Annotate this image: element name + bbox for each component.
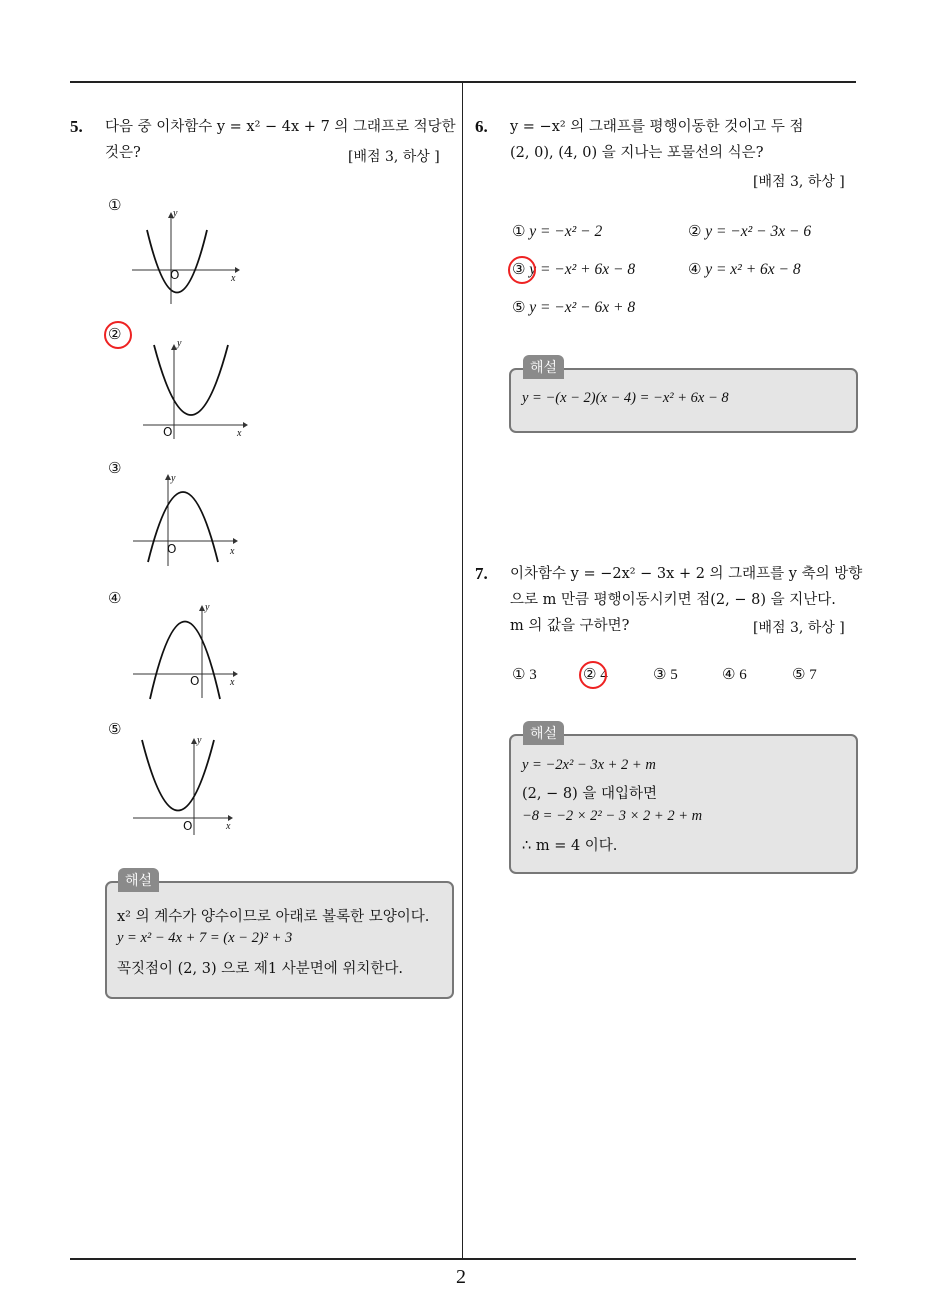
q7-points: [배점 3, 하상 ] bbox=[753, 620, 845, 636]
q5-graph-1[interactable] bbox=[132, 210, 252, 305]
q7-option-5[interactable] bbox=[792, 665, 817, 684]
q6-option-4-text: y = x² + 6x − 8 bbox=[705, 261, 801, 278]
q7-option-1[interactable] bbox=[512, 665, 537, 684]
q7-option-5-num: ⑤ bbox=[792, 665, 806, 683]
q7-solution-tag: 해설 bbox=[523, 721, 564, 745]
q5-graph-5-origin: O bbox=[183, 819, 193, 833]
q5-graph-1-y-label: y bbox=[173, 208, 178, 219]
q6-option-2-num: ② bbox=[688, 222, 702, 240]
q7-solution-line3: −8 = −2 × 2² − 3 × 2 + 2 + m bbox=[522, 808, 703, 824]
q7-option-5-text: 7 bbox=[809, 667, 817, 683]
q7-solution-line4: ∴ m = 4 이다. bbox=[522, 838, 618, 854]
bottom-rule bbox=[70, 1258, 856, 1260]
q6-number: 6. bbox=[475, 117, 488, 136]
q7-question-line1: 이차함수 y = −2x² − 3x + 2 의 그래프를 y 축의 방향 bbox=[510, 566, 863, 582]
q6-option-5-num: ⑤ bbox=[512, 298, 526, 316]
q6-option-1[interactable] bbox=[512, 222, 602, 241]
q5-graph-2-y-label: y bbox=[177, 338, 182, 349]
q7-option-4-num: ④ bbox=[722, 665, 736, 683]
q6-option-1-num: ① bbox=[512, 222, 526, 240]
q5-solution-line3: 꼭짓점이 (2, 3) 으로 제1 사분면에 위치한다. bbox=[117, 961, 403, 977]
q7-solution-line1: y = −2x² − 3x + 2 + m bbox=[522, 757, 656, 773]
q7-option-3-text: 5 bbox=[670, 667, 678, 683]
q5-number: 5. bbox=[70, 117, 83, 136]
q5-option-2-label[interactable]: ② bbox=[108, 325, 122, 343]
q5-graph-2-origin: O bbox=[163, 425, 173, 439]
q5-graph-2[interactable] bbox=[143, 340, 263, 440]
q7-option-1-text: 3 bbox=[529, 667, 537, 683]
q5-graph-4-y-label: y bbox=[205, 602, 210, 613]
q5-solution-line1: x² 의 계수가 양수이므로 아래로 볼록한 모양이다. bbox=[117, 909, 430, 925]
q6-option-2-text: y = −x² − 3x − 6 bbox=[705, 223, 812, 240]
q5-graph-3-origin: O bbox=[167, 542, 177, 556]
q5-graph-3-y-label: y bbox=[171, 473, 176, 484]
q5-option-1-label[interactable]: ① bbox=[108, 196, 122, 214]
q7-option-4[interactable] bbox=[722, 665, 747, 684]
q5-graph-4-x-label: x bbox=[230, 677, 235, 688]
q7-number: 7. bbox=[475, 564, 488, 583]
q5-graph-5[interactable] bbox=[133, 736, 253, 836]
q5-graph-5-y-label: y bbox=[197, 735, 202, 746]
q6-option-1-text: y = −x² − 2 bbox=[529, 223, 603, 240]
q6-option-3-num: ③ bbox=[512, 260, 526, 278]
q5-option-4-label[interactable]: ④ bbox=[108, 589, 122, 607]
q5-solution-line2: y = x² − 4x + 7 = (x − 2)² + 3 bbox=[117, 930, 293, 946]
q6-option-5-text: y = −x² − 6x + 8 bbox=[529, 299, 636, 316]
q5-option-5-label[interactable]: ⑤ bbox=[108, 720, 122, 738]
column-divider bbox=[462, 82, 463, 1260]
q6-option-2[interactable] bbox=[688, 222, 811, 241]
q5-graph-3[interactable] bbox=[133, 472, 253, 567]
q5-graph-5-x-label: x bbox=[226, 821, 231, 832]
q6-option-5[interactable] bbox=[512, 298, 635, 317]
q7-option-3-num: ③ bbox=[653, 665, 667, 683]
q7-solution-line2: (2, − 8) 을 대입하면 bbox=[522, 786, 657, 802]
q7-question-line2: 으로 m 만큼 평행이동시키면 점(2, − 8) 을 지난다. bbox=[510, 592, 836, 608]
q5-graph-4-origin: O bbox=[190, 674, 200, 688]
q5-question-line1: 다음 중 이차함수 y = x² − 4x + 7 의 그래프로 적당한 bbox=[105, 119, 456, 135]
q5-graph-1-x-label: x bbox=[231, 273, 236, 284]
q6-option-3-text: y = −x² + 6x − 8 bbox=[529, 261, 636, 278]
q6-question-line2: (2, 0), (4, 0) 을 지나는 포물선의 식은? bbox=[510, 145, 764, 161]
q5-graph-3-x-label: x bbox=[230, 546, 235, 557]
q7-option-1-num: ① bbox=[512, 665, 526, 683]
q7-option-2-text: 4 bbox=[600, 667, 608, 683]
q6-solution-tag: 해설 bbox=[523, 355, 564, 379]
q7-option-4-text: 6 bbox=[739, 667, 747, 683]
q5-answer-mark bbox=[104, 321, 132, 349]
q7-option-3[interactable] bbox=[653, 665, 678, 684]
q7-question-line3: m 의 값을 구하면? bbox=[510, 618, 630, 634]
q6-answer-mark bbox=[508, 256, 536, 284]
q6-solution-line1: y = −(x − 2)(x − 4) = −x² + 6x − 8 bbox=[522, 390, 729, 406]
q7-answer-mark bbox=[579, 661, 607, 689]
q5-graph-2-x-label: x bbox=[237, 428, 242, 439]
q5-graph-1-origin: O bbox=[170, 268, 180, 282]
page-number: 2 bbox=[456, 1266, 466, 1288]
q5-question-line2: 것은? bbox=[105, 145, 141, 161]
q6-option-4[interactable] bbox=[688, 260, 801, 279]
q6-question-line1: y = −x² 의 그래프를 평행이동한 것이고 두 점 bbox=[510, 119, 804, 135]
q7-option-2-num: ② bbox=[583, 665, 597, 683]
top-rule bbox=[70, 81, 856, 83]
q6-option-4-num: ④ bbox=[688, 260, 702, 278]
q5-option-3-label[interactable]: ③ bbox=[108, 459, 122, 477]
q5-points: [배점 3, 하상 ] bbox=[348, 149, 440, 165]
q6-points: [배점 3, 하상 ] bbox=[753, 174, 845, 190]
q5-solution-tag: 해설 bbox=[118, 868, 159, 892]
